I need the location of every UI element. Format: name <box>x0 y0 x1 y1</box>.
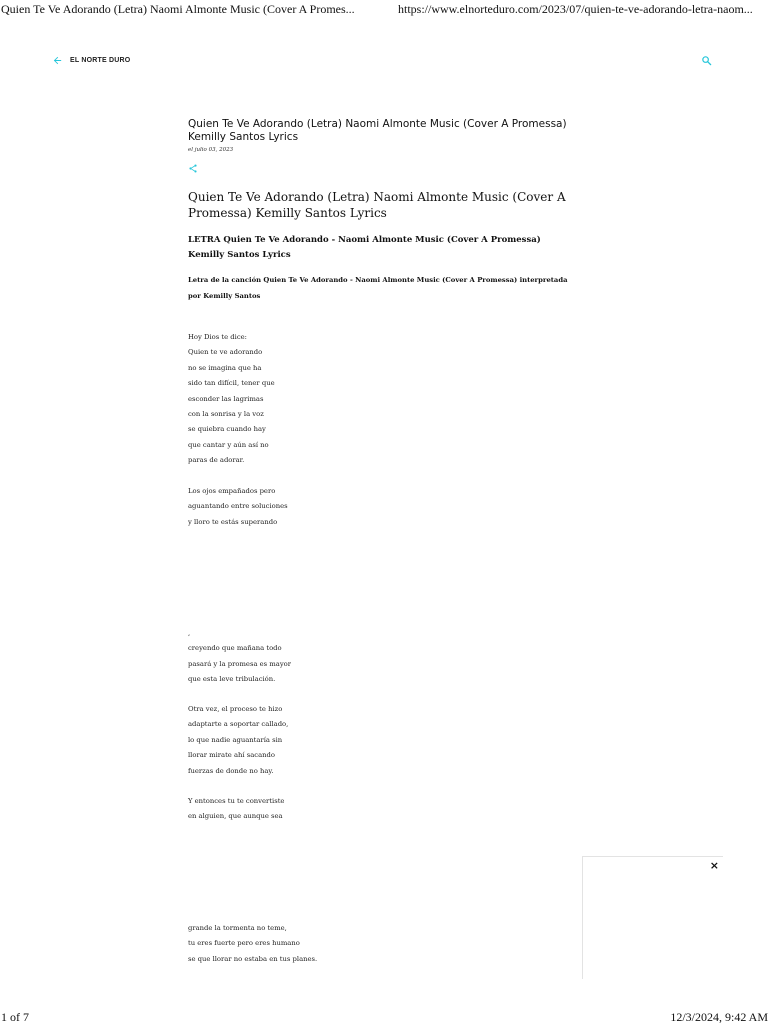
lyric-line: con la sonrisa y la voz <box>188 409 264 418</box>
lyric-line: y lloro te estás superando <box>188 517 278 526</box>
lyric-line: sido tan difícil, tener que <box>188 379 275 388</box>
print-header <box>0 0 768 18</box>
arrow-left-icon <box>52 55 63 66</box>
lyric-line: que esta leve tribulación. <box>188 675 276 684</box>
lyric-line: aguantando entre soluciones <box>188 502 288 511</box>
post-title[interactable]: Quien Te Ve Adorando (Letra) Naomi Almonte Music (Cover A Promessa) Kemilly Santos Lyrics <box>188 118 567 143</box>
lyric-line: pasará y la promesa es mayor <box>188 659 292 668</box>
lyric-line: esconder las lagrimas <box>188 394 264 403</box>
lyrics-stanza <box>188 702 288 779</box>
print-page-url: https://www.elnorteduro.com/2023/07/quien-te-ve-adorando-letra-naom... <box>398 2 753 16</box>
lyric-line: grande la tormenta no teme, <box>188 924 287 932</box>
lyrics-stanza <box>188 794 284 825</box>
lyric-line: Otra vez, el proceso te hizo <box>188 705 283 713</box>
post-date: el julio 03, 2023 <box>188 147 234 153</box>
close-ad-button[interactable]: × <box>709 859 719 872</box>
print-page-title: Quien Te Ve Adorando (Letra) Naomi Almonte Music (Cover A Promes... <box>1 2 355 16</box>
lyrics-stanza <box>188 484 288 530</box>
lyrics-stanza <box>188 626 291 688</box>
site-brand: EL NORTE DURO <box>70 57 131 64</box>
lyric-line: no se imagina que ha <box>188 363 262 372</box>
lyric-line: fuerzas de donde no hay. <box>188 766 274 775</box>
lyric-line: en alguien, que aunque sea <box>188 812 283 821</box>
share-icon[interactable] <box>188 163 198 174</box>
back-home-link[interactable] <box>52 55 130 66</box>
page-indicator: 1 of 7 <box>1 1010 29 1024</box>
lyric-line: , <box>188 629 191 637</box>
lyrics-stanza <box>188 921 317 967</box>
lyric-line: llorar mirate ahí sacando <box>188 751 275 760</box>
lyric-line: tu eres fuerte pero eres humano <box>188 939 300 948</box>
lyric-line: se que llorar no estaba en tus planes. <box>188 954 318 963</box>
article-intro: Letra de la canción Quien Te Ve Adorando - Naomi Almonte Music (Cover A Promessa) interpretada por Kemilly Santos <box>188 276 568 300</box>
article-subheading: LETRA Quien Te Ve Adorando - Naomi Almonte Music (Cover A Promessa) Kemilly Santos Lyrics <box>188 235 541 260</box>
lyrics-stanza <box>188 330 275 469</box>
lyric-line: paras de adorar. <box>188 456 245 465</box>
post-header <box>188 118 578 304</box>
lyric-line: Quien te ve adorando <box>188 348 263 357</box>
ad-panel <box>582 856 723 979</box>
article-heading: Quien Te Ve Adorando (Letra) Naomi Almonte Music (Cover A Promessa) Kemilly Santos Lyrics <box>188 190 566 220</box>
print-datetime: 12/3/2024, 9:42 AM <box>670 1010 768 1024</box>
lyric-line: Los ojos empañados pero <box>188 487 276 495</box>
lyric-line: Hoy Dios te dice: <box>188 333 247 341</box>
top-navigation <box>52 55 716 69</box>
lyric-line: creyendo que mañana todo <box>188 644 282 653</box>
lyric-line: se quiebra cuando hay <box>188 425 266 434</box>
lyric-line: Y entonces tu te convertiste <box>188 797 285 805</box>
search-icon[interactable] <box>701 55 712 66</box>
lyric-line: lo que nadie aguantaría sin <box>188 735 283 744</box>
print-footer <box>0 1010 768 1024</box>
lyric-line: adaptarte a soportar callado, <box>188 720 289 729</box>
lyric-line: que cantar y aún así no <box>188 440 269 449</box>
